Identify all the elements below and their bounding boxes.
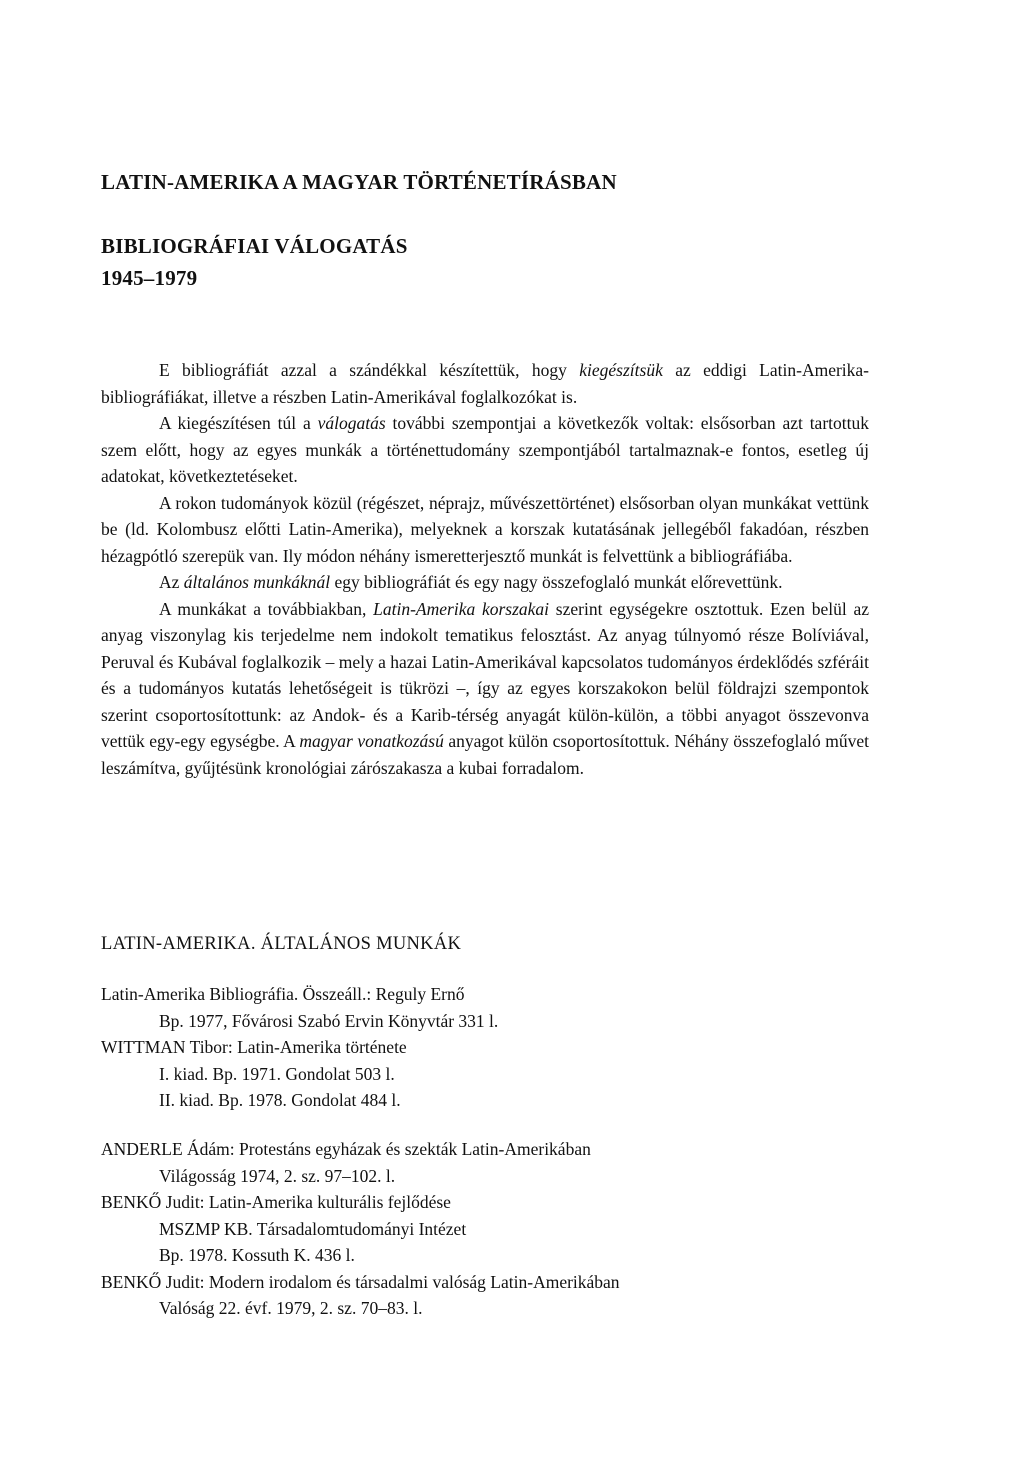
entry-title-line: ANDERLE Ádám: Protestáns egyházak és szekták Latin-Amerikában <box>101 1139 591 1159</box>
emphasis-text: Latin-Amerika korszakai <box>373 598 550 619</box>
emphasis-text: magyar vonatkozású <box>299 731 444 751</box>
introduction <box>101 357 869 781</box>
entry-title-line: Latin-Amerika Bibliográfia. Összeáll.: Reguly Ernő <box>101 984 465 1004</box>
entry-detail-line: Világosság 1974, 2. sz. 97–102. l. <box>159 1165 396 1186</box>
entry-title-line: WITTMAN Tibor: Latin-Amerika története <box>101 1037 407 1057</box>
intro-text: A munkákat a továbbiakban, <box>159 598 374 619</box>
intro-paragraph-2 <box>101 410 869 490</box>
entry-detail-line: Bp. 1978. Kossuth K. 436 l. <box>159 1245 355 1265</box>
intro-paragraph-5 <box>101 596 869 782</box>
intro-text: szerint egységekre osztottuk. Ezen belül az anyag viszonylag kis terjedelme nem indokolt tematikus felosztást. Az anyag túlnyomó része Bolíviával, Peruval és Kubával foglalkozik – mely a hazai Latin-Amerikával kapcsolatos tudományos érdeklődés szféráit és a tudományos kutatás lehetőségeit is tükrözi –, így az egyes korszakokon belül földrajzi szempontok szerint csoportosítottunk: az Andok- és a Karib-térség anyagát külön-külön, a többi anyagot összevonva vettük egy-egy egységbe. A <box>101 598 869 751</box>
intro-paragraph-4 <box>101 569 869 596</box>
date-range: 1945–1979 <box>101 266 198 290</box>
bibliography-group <box>101 1136 881 1322</box>
intro-text: az eddigi Latin-Amerika-bibliográfiákat, illetve a részben Latin-Amerikával foglalkozókat is. <box>101 360 869 407</box>
bibliography-entry <box>101 1136 881 1189</box>
intro-paragraph-3: A rokon tudományok közül (régészet, néprajz, művészettörténet) elsősorban olyan munkákat vettünk be (ld. Kolombusz előtti Latin-Amerika), melyeknek a korszak kutatásának jellegéből fakadóan, részben hézagpótló szerepük van. Ily módon néhány ismeretterjesztő munkát is felvettünk a bibliográfiába. <box>101 492 869 566</box>
bibliography-entry <box>101 1269 881 1322</box>
bibliography-group <box>101 981 881 1114</box>
entry-detail-line: I. kiad. Bp. 1971. Gondolat 503 l. <box>159 1063 395 1084</box>
page-subtitle: BIBLIOGRÁFIAI VÁLOGATÁS <box>101 234 408 258</box>
intro-text: A kiegészítésen túl a <box>159 413 318 433</box>
bibliography-entry <box>101 1034 881 1114</box>
intro-paragraph-1 <box>101 357 869 410</box>
intro-text: E bibliográfiát azzal a szándékkal készítettük, hogy <box>159 360 580 380</box>
entry-title-line: BENKŐ Judit: Latin-Amerika kulturális fejlődése <box>101 1192 451 1212</box>
intro-text: további szempontjai a következők voltak: elsősorban azt tartottuk szem előtt, hogy az egyes munkák a történettudomány szempontjából tartalmaznak-e fontos, esetleg új adatokat, következtetéseket. <box>101 413 869 486</box>
section-title: LATIN-AMERIKA. ÁLTALÁNOS MUNKÁK <box>101 934 462 954</box>
emphasis-text: válogatás <box>317 413 386 433</box>
intro-text: egy bibliográfiát és egy nagy összefoglaló munkát előrevettünk. <box>330 572 783 592</box>
entry-detail-line: II. kiad. Bp. 1978. Gondolat 484 l. <box>159 1090 401 1110</box>
bibliography-entry <box>101 1189 881 1269</box>
emphasis-text: kiegészítsük <box>579 360 663 380</box>
intro-text: Az <box>159 572 184 592</box>
entry-detail-line: Bp. 1977, Fővárosi Szabó Ervin Könyvtár 331 l. <box>159 1010 499 1031</box>
entry-detail-line: Valóság 22. évf. 1979, 2. sz. 70–83. l. <box>159 1298 423 1318</box>
page-title: LATIN-AMERIKA A MAGYAR TÖRTÉNETÍRÁSBAN <box>101 170 617 194</box>
bibliography-entry <box>101 981 881 1034</box>
intro-text: anyagot külön csoportosítottuk. Néhány összefoglaló művet leszámítva, gyűjtésünk kronológiai zárószakasza a kubai forradalom. <box>101 731 869 778</box>
entry-title-line: BENKŐ Judit: Modern irodalom és társadalmi valóság Latin-Amerikában <box>101 1271 620 1292</box>
emphasis-text: általános munkáknál <box>183 572 331 592</box>
entry-detail-line: MSZMP KB. Társadalomtudományi Intézet <box>159 1218 467 1239</box>
